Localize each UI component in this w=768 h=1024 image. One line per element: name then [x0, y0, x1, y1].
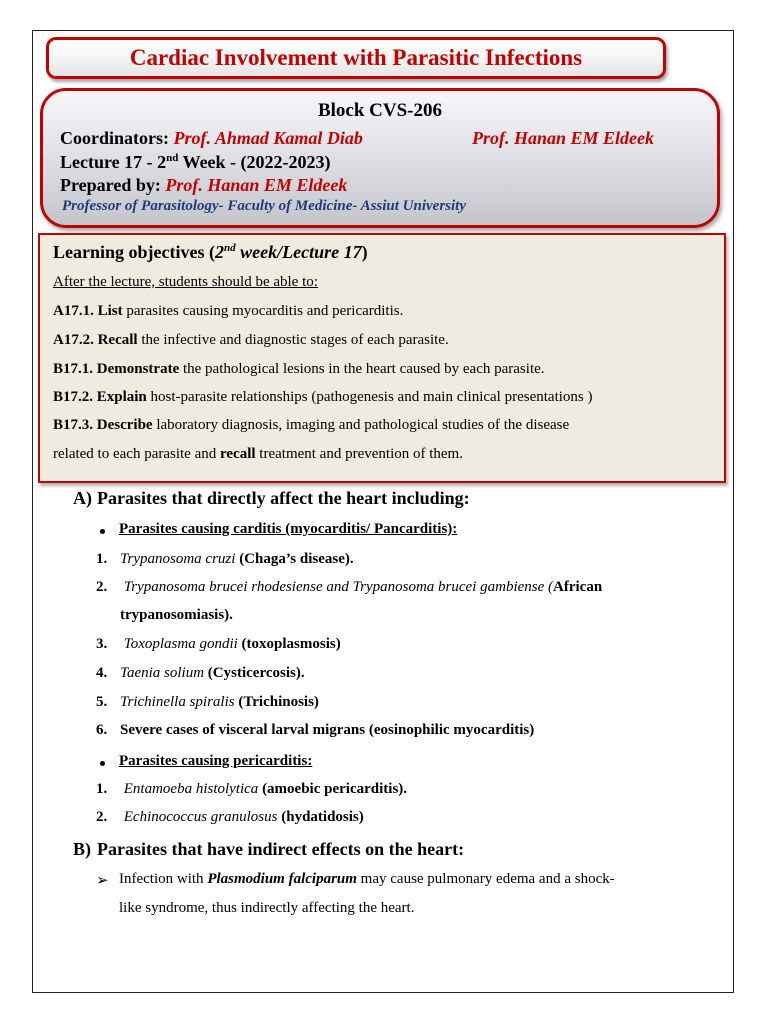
objective-text: host-parasite relationships (pathogenesis and main clinical presentations ) [146, 389, 593, 405]
objective-code: B17.3. Describe [53, 417, 153, 433]
parasite-name: Trichinella spiralis [120, 694, 235, 710]
section-b-title: Parasites that have indirect effects on the heart: [97, 839, 465, 859]
list-number: 5. [96, 694, 108, 710]
list-item-continuation: trypanosomiasis). [120, 607, 233, 623]
list-item [96, 722, 534, 739]
list-item [96, 809, 364, 826]
objective-text: laboratory diagnosis, imaging and pathological studies of the disease [152, 417, 570, 433]
list-number: 6. [96, 722, 108, 738]
objectives-title-prefix: Learning objectives ( [53, 242, 215, 262]
objectives-title-rest: week/Lecture 17 [235, 242, 362, 262]
disease-name: Severe cases of visceral larval migrans (eosinophilic myocarditis) [120, 722, 535, 738]
parasite-name: Taenia solium [120, 665, 205, 681]
objective-item [53, 303, 403, 320]
block-title: Block CVS-206 [317, 100, 443, 121]
objectives-title-num: 2 [214, 242, 224, 262]
affiliation: Professor of Parasitology- Faculty of Medicine- Assiut University [62, 198, 467, 214]
disease-name: African [553, 579, 603, 595]
lecture-line [60, 152, 331, 173]
objective-item-continuation [53, 446, 463, 463]
objective-item [53, 332, 449, 349]
pericarditis-heading: Parasites causing pericarditis: [119, 753, 313, 769]
objective-text: the infective and diagnostic stages of each parasite. [137, 332, 449, 348]
list-number: 1. [96, 781, 108, 797]
objective-item [53, 361, 545, 378]
lecture-sup: nd [166, 152, 179, 164]
objective-item [53, 389, 593, 406]
objective-code: A17.2. Recall [53, 332, 138, 348]
parasite-name: Toxoplasma gondii [120, 636, 238, 652]
learning-objectives-box [38, 233, 726, 483]
disease-name: (Chaga’s disease). [235, 551, 354, 567]
list-number: 3. [96, 636, 108, 652]
coordinator-2: Prof. Hanan EM Eldeek [472, 128, 655, 148]
parasite-name: Plasmodium falciparum [207, 871, 357, 887]
parasite-name: Trypanosoma brucei rhodesiense and Trypanosoma brucei gambiense ( [120, 579, 554, 595]
objective-text: treatment and prevention of them. [255, 446, 463, 462]
parasite-name: Trypanosoma cruzi [120, 551, 236, 567]
section-a-heading [73, 488, 470, 509]
parasite-name: Entamoeba histolytica [120, 781, 259, 797]
parasite-name: Echinococcus granulosus [120, 809, 278, 825]
objective-text: the pathological lesions in the heart caused by each parasite. [179, 361, 545, 377]
list-number: 4. [96, 665, 108, 681]
objective-keyword: recall [220, 446, 256, 462]
section-b-line-1 [119, 871, 615, 888]
objectives-title-close: ) [361, 242, 368, 262]
list-item [96, 781, 407, 798]
disease-name: (hydatidosis) [277, 809, 364, 825]
objectives-title [53, 242, 368, 263]
arrow-bullet-icon: ➢ [96, 873, 109, 889]
prepared-line [60, 175, 347, 196]
list-item [96, 694, 319, 711]
objective-code: B17.1. Demonstrate [53, 361, 180, 377]
disease-name: (Trichinosis) [234, 694, 319, 710]
objective-code: B17.2. Explain [53, 389, 147, 405]
list-number: 1. [96, 551, 108, 567]
section-b-text: Infection with [119, 871, 208, 887]
objectives-title-sup: nd [223, 242, 236, 254]
objective-text: parasites causing myocarditis and pericarditis. [122, 303, 404, 319]
disease-name: (toxoplasmosis) [237, 636, 341, 652]
objectives-intro: After the lecture, students should be able to: [53, 274, 318, 290]
list-item [96, 636, 341, 653]
lecture-prefix: Lecture 17 - 2 [60, 152, 167, 172]
disease-name: (amoebic pericarditis). [258, 781, 408, 797]
bullet-icon [100, 529, 105, 534]
bullet-icon [100, 761, 105, 766]
list-item [96, 551, 354, 568]
section-b-line-2: like syndrome, thus indirectly affecting the heart. [119, 900, 415, 916]
section-b-text: may cause pulmonary edema and a shock- [356, 871, 615, 887]
block-info-box [40, 88, 720, 228]
objective-code: A17.1. List [53, 303, 123, 319]
objective-text: related to each parasite and [53, 446, 220, 462]
prepared-name: Prof. Hanan EM Eldeek [165, 175, 348, 195]
prepared-label: Prepared by: [60, 175, 161, 195]
list-item [96, 665, 305, 682]
list-number: 2. [96, 579, 108, 595]
page-title: Cardiac Involvement with Parasitic Infections [129, 45, 583, 70]
title-banner [46, 37, 666, 79]
section-b-label: B) [73, 839, 91, 859]
coordinators-label: Coordinators: [60, 128, 169, 148]
coordinator-1: Prof. Ahmad Kamal Diab [173, 128, 363, 148]
list-item [96, 579, 602, 596]
section-a-title: Parasites that directly affect the heart including: [97, 488, 470, 508]
disease-name: (Cysticercosis). [204, 665, 305, 681]
objective-item [53, 417, 569, 434]
section-a-label: A) [73, 488, 92, 508]
carditis-heading: Parasites causing carditis (myocarditis/ Pancarditis): [119, 521, 458, 537]
section-b-heading [73, 839, 464, 860]
coordinators-line [60, 128, 655, 149]
lecture-suffix: Week - (2022-2023) [178, 152, 331, 172]
list-number: 2. [96, 809, 108, 825]
